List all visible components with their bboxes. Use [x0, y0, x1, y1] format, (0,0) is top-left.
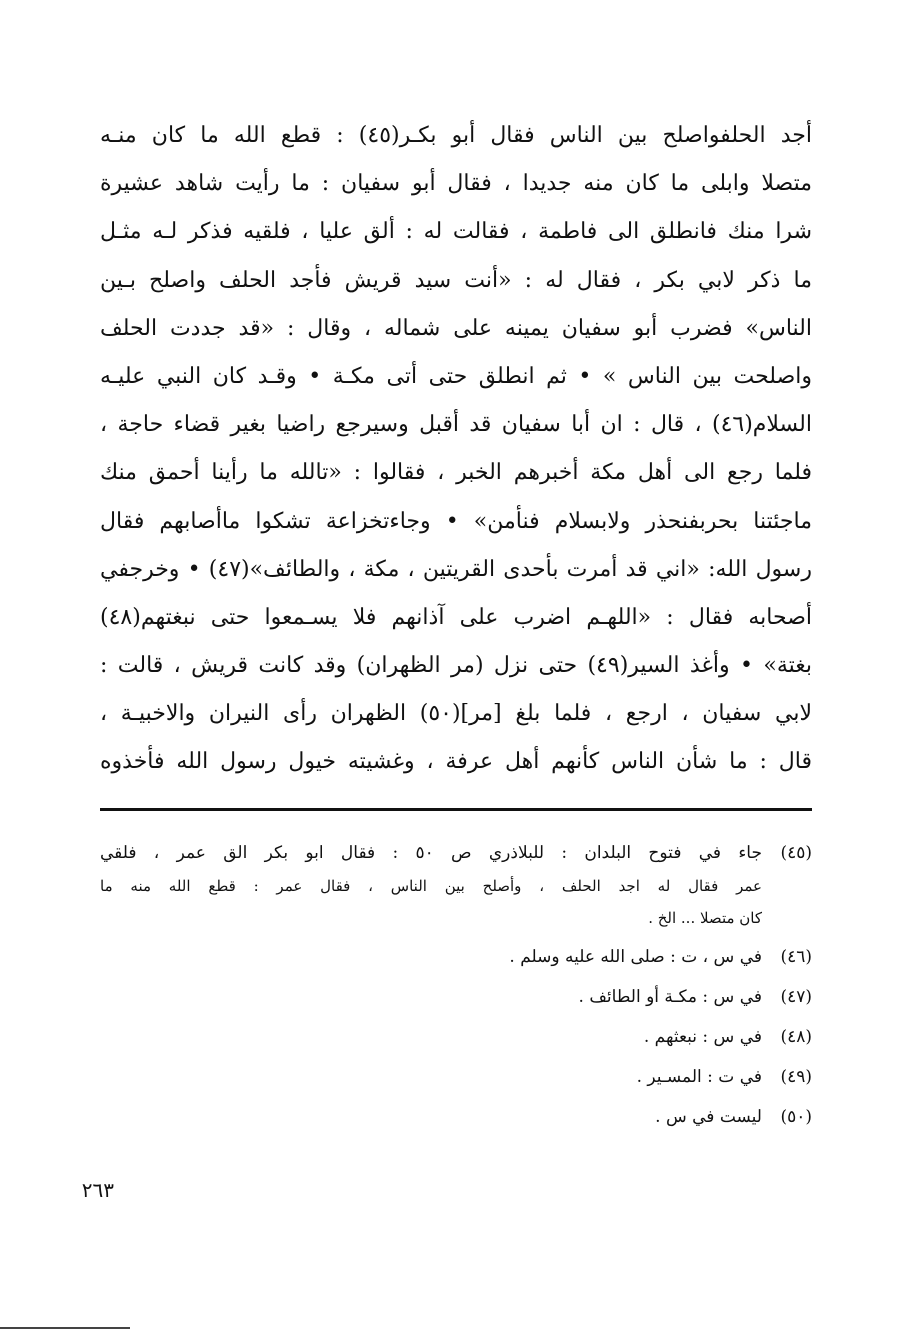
text-line: رسول الله: «اني قد أمرت بأحدى القريتين ، مكة ، والطائف»(٤٧) • وخرجفي	[100, 556, 812, 582]
text-line: أصحابه فقال : «اللهـم اضرب على آذانهم فلا يسـمعوا حتى نبغتهم(٤٨)	[100, 604, 812, 630]
footnote-number: (٥٠)	[780, 1107, 812, 1127]
footnote-line: في س ، ت : صلى الله عليه وسلم .	[509, 947, 762, 967]
footnote-text	[100, 940, 762, 974]
text-line: فلما رجع الى أهل مكة أخبرهم الخبر ، فقالوا : «تالله ما رأينا أحمق منك	[100, 460, 812, 486]
text-line: ماجئتنا بحربفنحذر ولابسلام فنأمن» • وجاءتخزاعة تشكوا ماأصابهم فقال	[100, 508, 812, 534]
footnote-number: (٤٥)	[780, 843, 812, 863]
footnote-text	[100, 836, 762, 934]
text-line: واصلحت بين الناس » • ثم انطلق حتى أتى مكـة • وقـد كان النبي عليـه	[100, 363, 812, 389]
text-line: لابي سفيان ، ارجع ، فلما بلغ [مر](٥٠) الظهران رأى النيران والاخبيـة ،	[100, 701, 812, 727]
footnote-line: في ت : المسـير .	[636, 1067, 762, 1087]
footnote-49	[100, 1060, 812, 1094]
text-line: متصلا وابلى ما كان منه جديدا ، فقال أبو سفيان : ما رأيت شاهد عشيرة	[100, 171, 812, 197]
footnote-46	[100, 940, 812, 974]
text-line: السلام(٤٦) ، قال : ان أبا سفيان قد أقبل وسيرجع راضيا بغير قضاء حاجة ،	[100, 412, 812, 438]
footnote-number: (٤٨)	[780, 1027, 812, 1047]
footnote-number: (٤٦)	[780, 947, 812, 967]
footnote-48	[100, 1020, 812, 1054]
footnote-line: جاء في فتوح البلدان : للبلاذري ص ٥٠ : فقال ابو بكر الق عمر ، فلقي	[100, 843, 762, 863]
footnote-separator	[100, 808, 812, 811]
text-line: أجد الحلفواصلح بين الناس فقال أبو بكـر(٤٥) : قطع الله ما كان منـه	[100, 123, 812, 148]
footnote-line: ليست في س .	[655, 1107, 762, 1127]
text-line: الناس» فضرب أبو سفيان يمينه على شماله ، وقال : «قد جددت الحلف	[100, 315, 812, 341]
footnote-text	[100, 980, 762, 1014]
footnote-line: كان متصلا ... الخ .	[648, 909, 762, 927]
text-line: بغتة» • وأغذ السير(٤٩) حتى نزل (مر الظهران) وقد كانت قريش ، قالت :	[100, 653, 812, 679]
footnote-line: عمر فقال له اجد الحلف ، وأصلح بين الناس ، فقال عمر : قطع الله منه ما	[100, 877, 762, 895]
page-number: ٢٦٣	[81, 1178, 114, 1202]
main-text	[100, 112, 812, 787]
footnote-50	[100, 1100, 812, 1134]
footnote-47	[100, 980, 812, 1014]
footnote-text	[100, 1060, 762, 1094]
footnote-45	[100, 836, 812, 934]
footnote-line: في س : نبعثهم .	[643, 1027, 762, 1047]
footnote-number: (٤٩)	[780, 1067, 812, 1087]
text-line: ما ذكر لابي بكر ، فقال له : «أنت سيد قريش فأجد الحلف واصلح بـين	[100, 267, 812, 293]
text-line: شرا منك فانطلق الى فاطمة ، فقالت له : ألق عليا ، فلقيه فذكر لـه مثـل	[100, 219, 812, 245]
footnote-text	[100, 1020, 762, 1054]
scan-edge-mark	[0, 1327, 130, 1329]
text-line: قال : ما شأن الناس كأنهم أهل عرفة ، وغشيته خيول رسول الله فأخذوه	[100, 749, 812, 775]
footnote-text	[100, 1100, 762, 1134]
footnote-line: في س : مكـة أو الطائف .	[578, 987, 762, 1007]
footnotes	[100, 836, 812, 1140]
footnote-number: (٤٧)	[780, 987, 812, 1007]
